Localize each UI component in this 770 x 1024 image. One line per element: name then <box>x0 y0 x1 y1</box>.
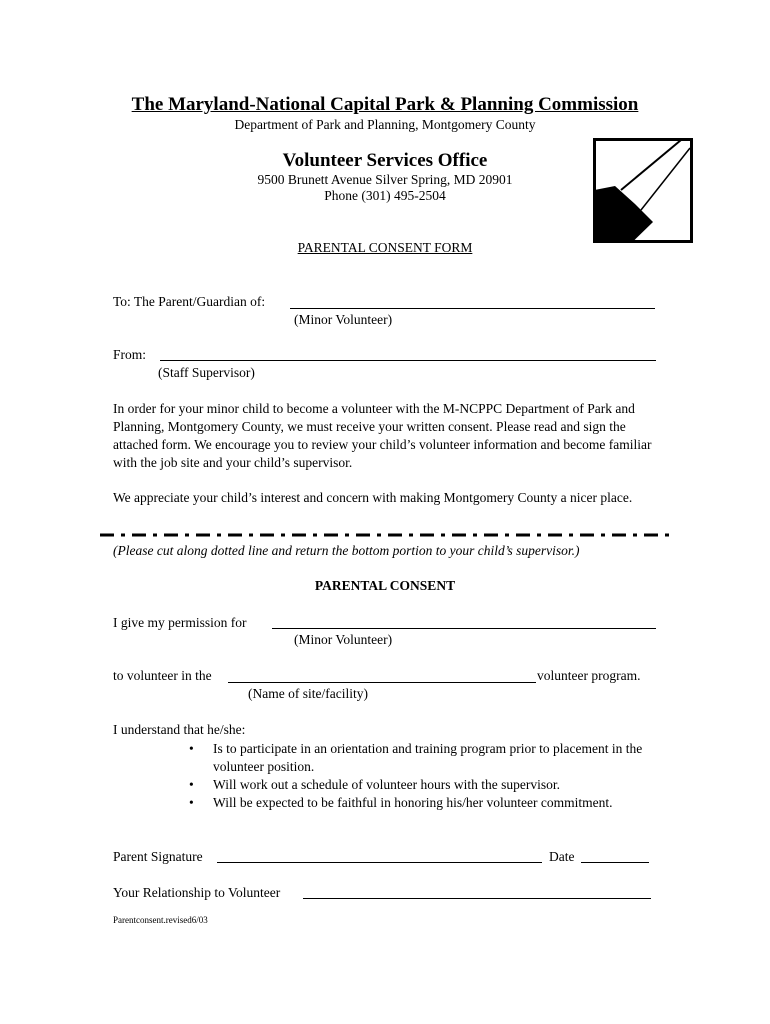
signature-label: Parent Signature <box>113 849 203 864</box>
parent-guardian-field[interactable] <box>290 308 655 309</box>
volunteer-suffix: volunteer program. <box>537 668 641 683</box>
from-label: From: <box>113 347 147 362</box>
date-label: Date <box>549 849 575 864</box>
site-sublabel: (Name of site/facility) <box>248 686 368 701</box>
permission-sublabel: (Minor Volunteer) <box>294 632 393 647</box>
bullet-text: Will work out a schedule of volunteer hours with the supervisor. <box>213 777 561 792</box>
date-field[interactable] <box>581 862 649 863</box>
appreciation-paragraph: We appreciate your child’s interest and concern with making Montgomery County a nicer place. <box>113 490 633 505</box>
to-label: To: The Parent/Guardian of: <box>113 294 266 309</box>
list-item: • Will be expected to be faithful in honoring his/her volunteer commitment. <box>189 795 613 810</box>
volunteer-label: to volunteer in the <box>113 668 212 683</box>
from-sublabel: (Staff Supervisor) <box>158 365 255 380</box>
office-title: Volunteer Services Office <box>282 150 488 171</box>
minor-volunteer-field[interactable] <box>272 628 656 629</box>
bullet-text: Is to participate in an orientation and training program prior to placement in the volunteer position. <box>213 741 643 774</box>
list-item: • Will work out a schedule of volunteer hours with the supervisor. <box>189 777 561 792</box>
list-item: • Is to participate in an orientation and training program prior to placement in the volunteer position. <box>189 741 643 774</box>
department-name: Department of Park and Planning, Montgomery County <box>234 117 536 132</box>
bullet-text: Will be expected to be faithful in honoring his/her volunteer commitment. <box>213 795 613 810</box>
form-title: PARENTAL CONSENT FORM <box>297 240 473 255</box>
cut-line <box>100 532 675 538</box>
office-address: 9500 Brunett Avenue Silver Spring, MD 20901 <box>257 172 513 187</box>
commission-title: The Maryland-National Capital Park & Planning Commission <box>131 94 639 115</box>
mncppc-logo <box>593 138 693 243</box>
understand-label: I understand that he/she: <box>113 722 246 737</box>
parent-signature-field[interactable] <box>217 862 542 863</box>
relationship-field[interactable] <box>303 898 651 899</box>
relationship-label: Your Relationship to Volunteer <box>113 885 281 900</box>
office-phone: Phone (301) 495-2504 <box>324 188 446 203</box>
permission-label: I give my permission for <box>113 615 247 630</box>
consent-heading: PARENTAL CONSENT <box>314 578 456 593</box>
revision-footer: Parentconsent.revised6/03 <box>113 915 208 925</box>
staff-supervisor-field[interactable] <box>160 360 656 361</box>
site-facility-field[interactable] <box>228 682 536 683</box>
cut-instruction: (Please cut along dotted line and return the bottom portion to your child’s supervisor.) <box>113 543 580 558</box>
requirements-list <box>189 740 659 812</box>
intro-paragraph: In order for your minor child to become a volunteer with the M-NCPPC Department of Park and Planning, Montgomery County, we must receive your written consent. Please read and sign the attached form. We encourage you to review your child’s volunteer information and become familiar with the job site and your child’s supervisor. <box>113 401 652 470</box>
to-sublabel: (Minor Volunteer) <box>294 312 393 327</box>
